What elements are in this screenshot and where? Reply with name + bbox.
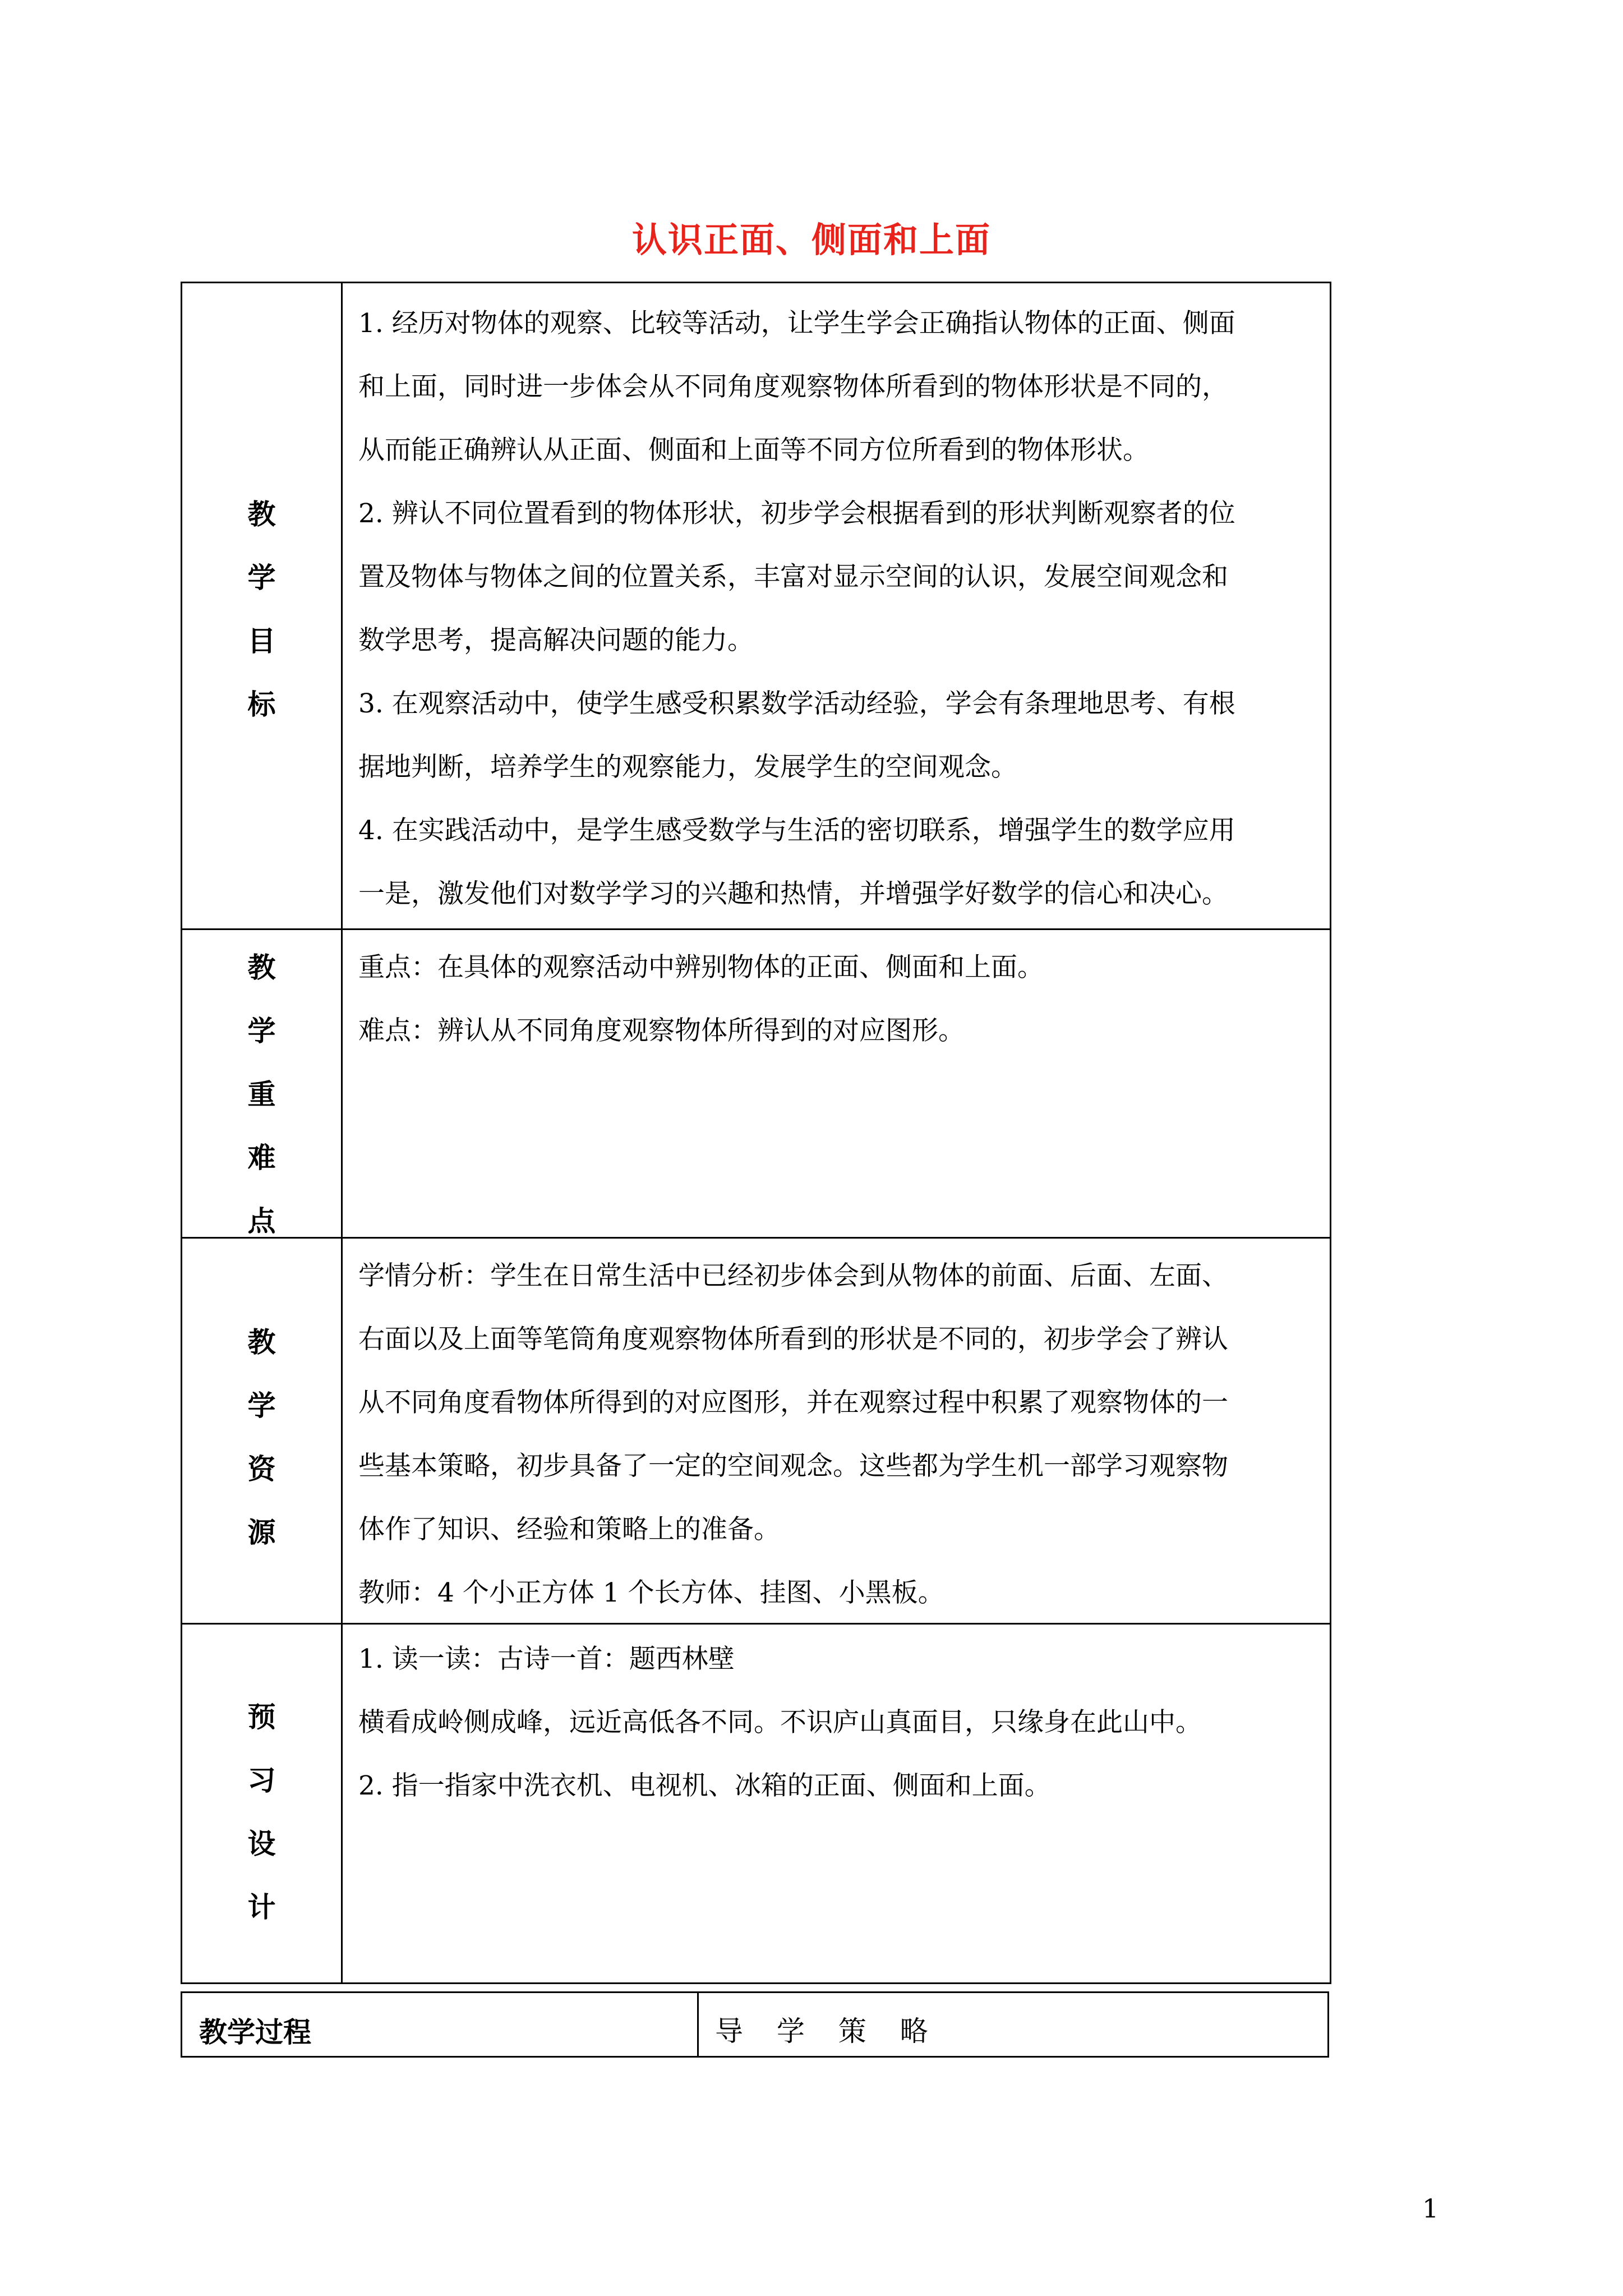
content-line: 和上面，同时进一步体会从不同角度观察物体所看到的物体形状是不同的， — [358, 371, 1228, 402]
content-line: 学情分析：学生在日常生活中已经初步体会到从物体的前面、后面、左面、 — [358, 1260, 1228, 1291]
strategy-label: 导 学 策 略 — [715, 2015, 940, 2047]
label-char: 教 — [247, 1326, 276, 1359]
label-char: 学 — [247, 1389, 276, 1422]
section-label-key-points — [182, 928, 341, 1237]
content-line: 重点：在具体的观察活动中辨别物体的正面、侧面和上面。 — [358, 952, 1044, 983]
content-line: 体作了知识、经验和策略上的准备。 — [358, 1514, 780, 1545]
content-line: 2. 辨认不同位置看到的物体形状，初步学会根据看到的形状判断观察者的位 — [358, 498, 1235, 529]
label-char: 源 — [247, 1516, 276, 1549]
content-line: 数学思考，提高解决问题的能力。 — [358, 625, 754, 656]
section-content-preview-design — [358, 1627, 1323, 1818]
content-line: 右面以及上面等笔筒角度观察物体所看到的形状是不同的，初步学会了辨认 — [358, 1324, 1228, 1355]
label-char: 标 — [247, 688, 276, 721]
content-line: 难点：辨认从不同角度观察物体所得到的对应图形。 — [358, 1015, 965, 1046]
label-char: 资 — [247, 1452, 276, 1485]
page-number: 1 — [1422, 2193, 1439, 2224]
document-title: 认识正面、侧面和上面 — [631, 219, 991, 260]
content-line: 据地判断，培养学生的观察能力，发展学生的空间观念。 — [358, 752, 1017, 783]
lesson-plan-table — [181, 282, 1331, 1984]
row-divider — [182, 928, 1330, 930]
label-char: 学 — [247, 1014, 276, 1047]
column-divider — [697, 1993, 699, 2056]
section-label-resources — [182, 1237, 341, 1623]
label-char: 点 — [247, 1204, 276, 1237]
label-char: 难 — [247, 1141, 276, 1174]
section-label-objectives — [182, 283, 341, 928]
content-line: 2. 指一指家中洗衣机、电视机、冰箱的正面、侧面和上面。 — [358, 1770, 1051, 1801]
content-line: 1. 读一读：古诗一首：题西林壁 — [358, 1644, 735, 1674]
section-content-resources — [358, 1244, 1323, 1625]
label-char: 习 — [247, 1764, 276, 1797]
label-char: 设 — [247, 1827, 276, 1860]
content-line: 置及物体与物体之间的位置关系，丰富对显示空间的认识，发展空间观念和 — [358, 562, 1228, 592]
process-label: 教学过程 — [199, 2016, 311, 2049]
content-line: 4. 在实践活动中，是学生感受数学与生活的密切联系，增强学生的数学应用 — [358, 815, 1235, 846]
content-line: 一是，激发他们对数学学习的兴趣和热情，并增强学好数学的信心和决心。 — [358, 878, 1228, 909]
content-line: 横看成岭侧成峰，远近高低各不同。不识庐山真面目，只缘身在此山中。 — [358, 1707, 1202, 1738]
section-content-objectives — [358, 292, 1323, 926]
content-line: 从不同角度看物体所得到的对应图形，并在观察过程中积累了观察物体的一 — [358, 1387, 1228, 1418]
section-label-preview-design — [182, 1623, 341, 1982]
label-char: 教 — [247, 498, 276, 531]
column-divider — [341, 283, 343, 1982]
content-line: 1. 经历对物体的观察、比较等活动，让学生学会正确指认物体的正面、侧面 — [358, 308, 1235, 339]
section-content-key-points — [358, 936, 1323, 1062]
label-char: 重 — [247, 1078, 276, 1111]
process-header-row — [181, 1991, 1329, 2058]
content-line: 教师：4 个小正方体 1 个长方体、挂图、小黑板。 — [358, 1577, 944, 1608]
label-char: 目 — [247, 624, 276, 657]
label-char: 学 — [247, 561, 276, 594]
content-line: 些基本策略，初步具备了一定的空间观念。这些都为学生机一部学习观察物 — [358, 1451, 1228, 1481]
label-char: 计 — [247, 1890, 276, 1924]
content-line: 从而能正确辨认从正面、侧面和上面等不同方位所看到的物体形状。 — [358, 435, 1149, 466]
label-char: 预 — [247, 1700, 276, 1733]
content-line: 3. 在观察活动中，使学生感受积累数学活动经验，学会有条理地思考、有根 — [358, 688, 1235, 719]
row-divider — [182, 1237, 1330, 1239]
label-char: 教 — [247, 951, 276, 984]
